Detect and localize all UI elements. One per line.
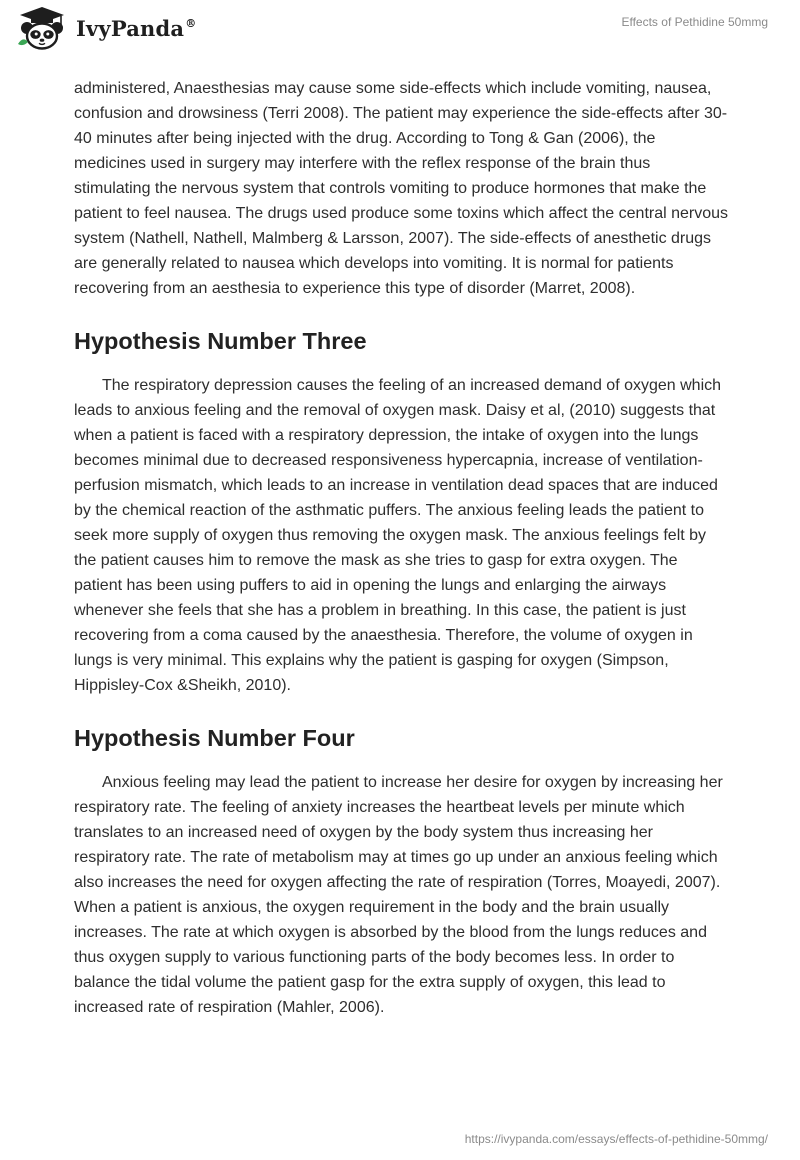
section-heading-hypothesis-four: Hypothesis Number Four xyxy=(74,725,355,751)
document-title: Effects of Pethidine 50mmg xyxy=(621,15,768,29)
paragraph-hypothesis-four: Anxious feeling may lead the patient to increase her desire for oxygen by increasing her respiratory rate. The feeling of anxiety increases the heartbeat levels per minute which translates to an increased need of oxygen by the body system thus increasing her respiratory rate. The rate of metabolism may at times go up under an anxious feeling which also increases the need for oxygen affecting the rate of respiration (Torres, Moayedi, 2007). When a patient is anxious, the oxygen requirement in the body and the brain usually increases. The rate at which oxygen is absorbed by the blood from the lungs reduces and thus oxygen supply to various functioning parts of the body becomes less. In order to balance the tidal volume the patient gasp for the extra supply of oxygen, this lead to increased rate of respiration (Mahler, 2006). xyxy=(74,774,723,1016)
footer-source-url[interactable]: https://ivypanda.com/essays/effects-of-pethidine-50mmg/ xyxy=(464,1132,768,1146)
brand-name: IvyPanda® xyxy=(76,15,197,41)
panda-graduate-icon xyxy=(14,6,70,50)
paragraph-hypothesis-three: The respiratory depression causes the feeling of an increased demand of oxygen which leads to anxious feeling and the removal of oxygen mask. Daisy et al, (2010) suggests that when a patient is faced with a respiratory depression, the intake of oxygen into the lungs becomes minimal due to decreased responsiveness hypercapnia, increase of ventilation-perfusion mismatch, which leads to an increase in ventilation dead spaces that are induced by the chemical reaction of the asthmatic puffers. The anxious feeling leads the patient to seek more supply of oxygen thus removing the oxygen mask. The anxious feelings felt by the patient causes him to remove the mask as she tries to gasp for extra oxygen. The patient has been using puffers to aid in opening the lungs and enlarging the airways whenever she feels that she has a problem in breathing. In this case, the patient is just recovering from a coma caused by the anaesthesia. Therefore, the volume of oxygen in lungs is very minimal. This explains why the patient is gasping for oxygen (Simpson, Hippisley-Cox &Sheikh, 2010). xyxy=(74,377,722,694)
intro-paragraph: administered, Anaesthesias may cause some side-effects which include vomiting, nausea, confusion and drowsiness (Terri 2008). The patient may experience the side-effects after 30-40 minutes after being injected with the drug. According to Tong & Gan (2006), the medicines used in surgery may interfere with the reflex response of the brain thus stimulating the nervous system that controls vomiting to produce hormones that make the patient to feel nausea. The drugs used produce some toxins which affect the central nervous system (Nathell, Nathell, Malmberg & Larsson, 2007). The side-effects of anesthetic drugs are generally related to nausea which develops into vomiting. It is normal for patients recovering from an aesthesia to experience this type of disorder (Marret, 2008). xyxy=(74,80,729,297)
brand-logo[interactable] xyxy=(14,6,196,50)
essay-content xyxy=(74,76,730,1020)
page-header xyxy=(0,0,800,70)
registered-mark: ® xyxy=(185,16,197,30)
section-heading-hypothesis-three: Hypothesis Number Three xyxy=(74,328,367,354)
